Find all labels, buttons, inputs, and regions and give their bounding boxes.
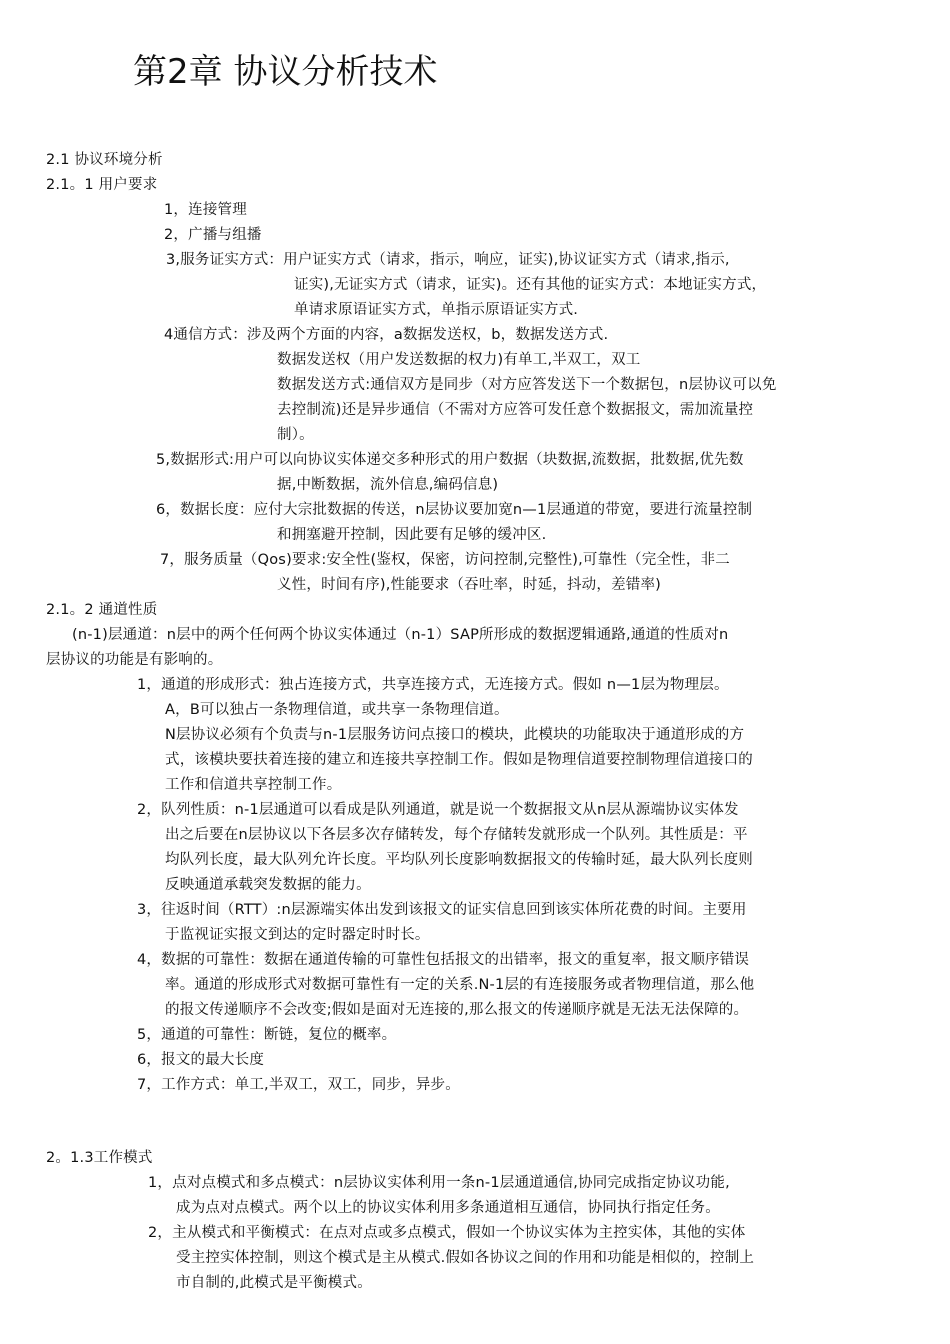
text-line: 2，队列性质：n-1层通道可以看成是队列通道，就是说一个数据报文从n层从源端协议实体发 — [137, 802, 739, 818]
text-line: 于监视证实报文到达的定时器定时时长。 — [165, 927, 430, 943]
text-line: 6，报文的最大长度 — [137, 1052, 265, 1068]
text-line: 受主控实体控制，则这个模式是主从模式.假如各协议之间的作用和功能是相似的，控制上 — [176, 1250, 755, 1266]
text-line: 工作和信道共享控制工作。 — [165, 777, 342, 793]
text-line: 据,中断数据，流外信息,编码信息) — [277, 477, 499, 493]
chapter-title: 第2章 协议分析技术 — [133, 52, 438, 92]
text-line: 反映通道承载突发数据的能力。 — [165, 877, 371, 893]
text-line: 率。通道的形成形式对数据可靠性有一定的关系.N-1层的有连接服务或者物理信道，那么他 — [165, 977, 755, 993]
text-line: A，B可以独占一条物理信道，或共享一条物理信道。 — [165, 702, 509, 718]
text-line: 5，通道的可靠性：断链，复位的概率。 — [137, 1027, 397, 1043]
text-line: 均队列长度，最大队列允许长度。平均队列长度影响数据报文的传输时延，最大队列长度则 — [165, 852, 753, 868]
text-line: 单请求原语证实方式，单指示原语证实方式. — [294, 302, 579, 318]
text-line: 2，广播与组播 — [164, 227, 262, 243]
text-line: 2，主从模式和平衡模式：在点对点或多点模式，假如一个协议实体为主控实体，其他的实体 — [148, 1225, 746, 1241]
text-line: 2.1 协议环境分析 — [46, 152, 163, 168]
text-line: 2.1。1 用户要求 — [46, 177, 158, 193]
text-line: 数据发送权（用户发送数据的权力)有单工,半双工，双工 — [277, 352, 641, 368]
text-line: 式，该模块要扶着连接的建立和连接共享控制工作。假如是物理信道要控制物理信道接口的 — [165, 752, 753, 768]
text-line: 证实),无证实方式（请求，证实)。还有其他的证实方式：本地证实方式， — [294, 277, 767, 293]
text-line: 制）。 — [277, 427, 314, 443]
text-line: 1，连接管理 — [164, 202, 247, 218]
text-line: N层协议必须有个负责与n-1层服务访问点接口的模块，此模块的功能取决于通道形成的方 — [165, 727, 745, 743]
text-line: 4，数据的可靠性：数据在通道传输的可靠性包括报文的出错率，报文的重复率，报文顺序错误 — [137, 952, 750, 968]
text-line: 2.1。2 通道性质 — [46, 602, 158, 618]
text-line: 7，服务质量（Qos)要求:安全性(鉴权，保密，访问控制,完整性),可靠性（完全性，非二 — [160, 552, 730, 568]
text-line: 2。1.3工作模式 — [46, 1150, 153, 1166]
text-line: 去控制流)还是异步通信（不需对方应答可发任意个数据报文，需加流量控 — [277, 402, 754, 418]
text-line: 成为点对点模式。两个以上的协议实体利用多条通道相互通信，协同执行指定任务。 — [176, 1200, 720, 1216]
text-line: 5,数据形式:用户可以向协议实体递交多种形式的用户数据（块数据,流数据，批数据,优先数 — [156, 452, 744, 468]
text-line: 7，工作方式：单工,半双工，双工，同步，异步。 — [137, 1077, 460, 1093]
text-line: 市自制的,此模式是平衡模式。 — [176, 1275, 372, 1291]
text-line: 3,服务证实方式：用户证实方式（请求，指示，响应，证实),协议证实方式（请求,指示, — [166, 252, 730, 268]
text-line: 1，通道的形成形式：独占连接方式，共享连接方式，无连接方式。假如 n—1层为物理层。 — [137, 677, 729, 693]
text-line: 4通信方式：涉及两个方面的内容，a数据发送权，b，数据发送方式. — [164, 327, 609, 343]
text-line: 1，点对点模式和多点模式：n层协议实体利用一条n-1层通道通信,协同完成指定协议功能, — [148, 1175, 730, 1191]
text-line: 数据发送方式:通信双方是同步（对方应答发送下一个数据包，n层协议可以免 — [277, 377, 777, 393]
text-line: 层协议的功能是有影响的。 — [46, 652, 223, 668]
text-line: 义性，时间有序),性能要求（吞吐率，时延，抖动，差错率) — [277, 577, 662, 593]
text-line: 和拥塞避开控制，因此要有足够的缓冲区. — [277, 527, 547, 543]
text-line: 出之后要在n层协议以下各层多次存储转发，每个存储转发就形成一个队列。其性质是：平 — [165, 827, 748, 843]
text-line: 3，往返时间（RTT）:n层源端实体出发到该报文的证实信息回到该实体所花费的时间。主要用 — [137, 902, 747, 918]
text-line: 6，数据长度：应付大宗批数据的传送，n层协议要加宽n—1层通道的带宽，要进行流量控制 — [156, 502, 753, 518]
text-line: 的报文传递顺序不会改变;假如是面对无连接的,那么报文的传递顺序就是无法无法保障的。 — [165, 1002, 749, 1018]
text-line: (n-1)层通道：n层中的两个任何两个协议实体通过（n-1）SAP所形成的数据逻辑通路,通道的性质对n — [72, 627, 729, 643]
